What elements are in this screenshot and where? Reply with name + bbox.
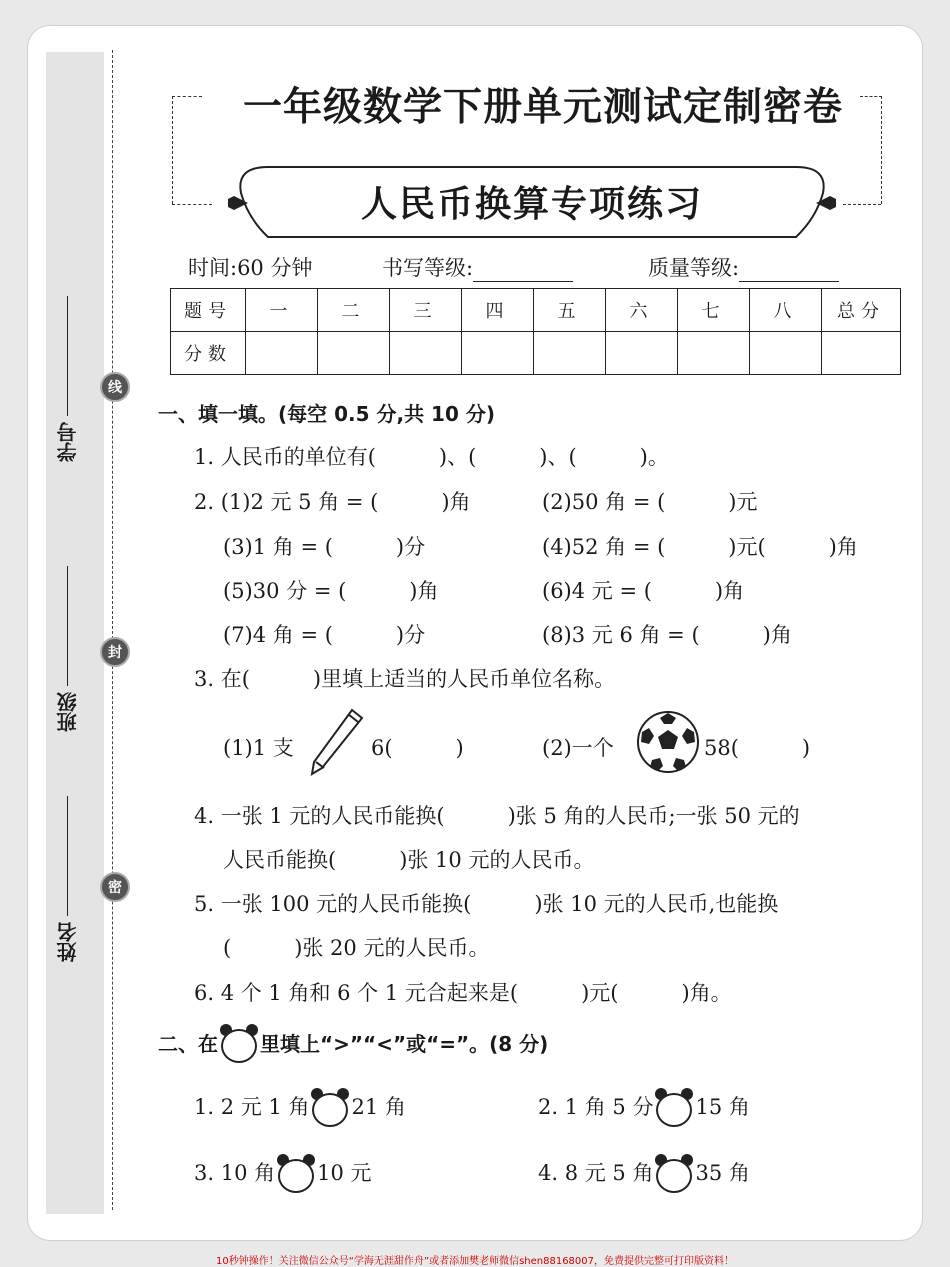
q3-1-answer: 6( ) [371, 736, 464, 760]
frame-left-vertical [172, 96, 173, 204]
compare-3: 3. 10 角 10 元 [194, 1154, 372, 1190]
time-info: 时间:60 分钟 [188, 256, 313, 280]
score-header-cell: 题号 [171, 289, 246, 332]
score-cell[interactable] [822, 332, 901, 375]
binding-dotted-line [112, 50, 113, 1210]
score-table-score-row [171, 332, 901, 375]
score-row-label: 分数 [171, 332, 246, 375]
q2-5: (5)30 分 = ( )角 [223, 579, 439, 603]
q3: 3. 在( )里填上适当的人民币单位名称。 [194, 667, 616, 691]
compare-4: 4. 8 元 5 角 35 角 [538, 1154, 750, 1190]
score-header-cell: 八 [750, 289, 822, 332]
score-header-cell: 七 [678, 289, 750, 332]
q2-4: (4)52 角 = ( )元( )角 [542, 535, 858, 559]
student-no-field: 学号 [53, 296, 82, 462]
q2-2: (2)50 角 = ( )元 [542, 490, 758, 514]
q2-6: (6)4 元 = ( )角 [542, 579, 745, 603]
q2-1: 2. (1)2 元 5 角 = ( )角 [194, 490, 471, 514]
q5-line1: 5. 一张 100 元的人民币能换( )张 10 元的人民币,也能换 [194, 892, 779, 916]
q2-7: (7)4 角 = ( )分 [223, 623, 426, 647]
seal-seal: 封 [100, 637, 130, 667]
name-field: 姓名 [53, 796, 82, 962]
soccer-ball-icon [636, 710, 700, 774]
frame-bottom-left [172, 204, 212, 205]
seal-secret: 密 [100, 872, 130, 902]
q6: 6. 4 个 1 角和 6 个 1 元合起来是( )元( )角。 [194, 981, 732, 1005]
compare-2: 2. 1 角 5 分 15 角 [538, 1088, 750, 1124]
q3-2-label: (2)一个 [542, 736, 614, 760]
score-header-cell: 四 [462, 289, 534, 332]
section2-heading: 二、在 里填上“>”“<”或“=”。(8 分) [158, 1024, 548, 1060]
writing-grade: 书写等级: [382, 252, 573, 282]
quality-grade: 质量等级: [648, 252, 839, 282]
section1-heading: 一、填一填。(每空 0.5 分,共 10 分) [158, 402, 495, 426]
score-header-cell: 总分 [822, 289, 901, 332]
frame-bottom-right [843, 204, 881, 205]
score-header-cell: 二 [318, 289, 390, 332]
exam-title: 一年级数学下册单元测试定制密卷 [242, 85, 843, 130]
q1: 1. 人民币的单位有( )、( )、( )。 [194, 445, 669, 469]
compare-circle-input[interactable] [655, 1088, 693, 1124]
score-header-cell: 六 [606, 289, 678, 332]
q4-line2: 人民币能换( )张 10 元的人民币。 [223, 848, 595, 872]
q2-3: (3)1 角 = ( )分 [223, 535, 426, 559]
score-table-header-row [171, 289, 901, 332]
q5-line2: ( )张 20 元的人民币。 [223, 936, 490, 960]
score-header-cell: 一 [246, 289, 318, 332]
score-cell[interactable] [750, 332, 822, 375]
footer-promo-text: 10秒钟操作！关注微信公众号“学海无涯甜作舟”或者添加樊老师微信shen88168007，免费提供完整可打印版资料！ [215, 1256, 735, 1267]
score-cell[interactable] [318, 332, 390, 375]
score-header-cell: 五 [534, 289, 606, 332]
panda-circle-icon [220, 1024, 258, 1060]
compare-circle-input[interactable] [311, 1088, 349, 1124]
class-field: 班级 [53, 566, 82, 732]
q3-1-label: (1)1 支 [223, 736, 294, 760]
score-header-cell: 三 [390, 289, 462, 332]
exam-subtitle: 人民币换算专项练习 [360, 184, 703, 225]
score-cell[interactable] [390, 332, 462, 375]
q2-8: (8)3 元 6 角 = ( )角 [542, 623, 792, 647]
compare-circle-input[interactable] [655, 1154, 693, 1190]
pencil-icon [308, 706, 368, 778]
score-table [170, 288, 901, 375]
score-cell[interactable] [246, 332, 318, 375]
q3-2-answer: 58( ) [704, 736, 811, 760]
score-cell[interactable] [534, 332, 606, 375]
score-cell[interactable] [606, 332, 678, 375]
compare-1: 1. 2 元 1 角 21 角 [194, 1088, 406, 1124]
score-cell[interactable] [678, 332, 750, 375]
exam-paper [28, 26, 922, 1240]
compare-circle-input[interactable] [277, 1154, 315, 1190]
seal-line: 线 [100, 372, 130, 402]
score-cell[interactable] [462, 332, 534, 375]
q4-line1: 4. 一张 1 元的人民币能换( )张 5 角的人民币;一张 50 元的 [194, 804, 800, 828]
